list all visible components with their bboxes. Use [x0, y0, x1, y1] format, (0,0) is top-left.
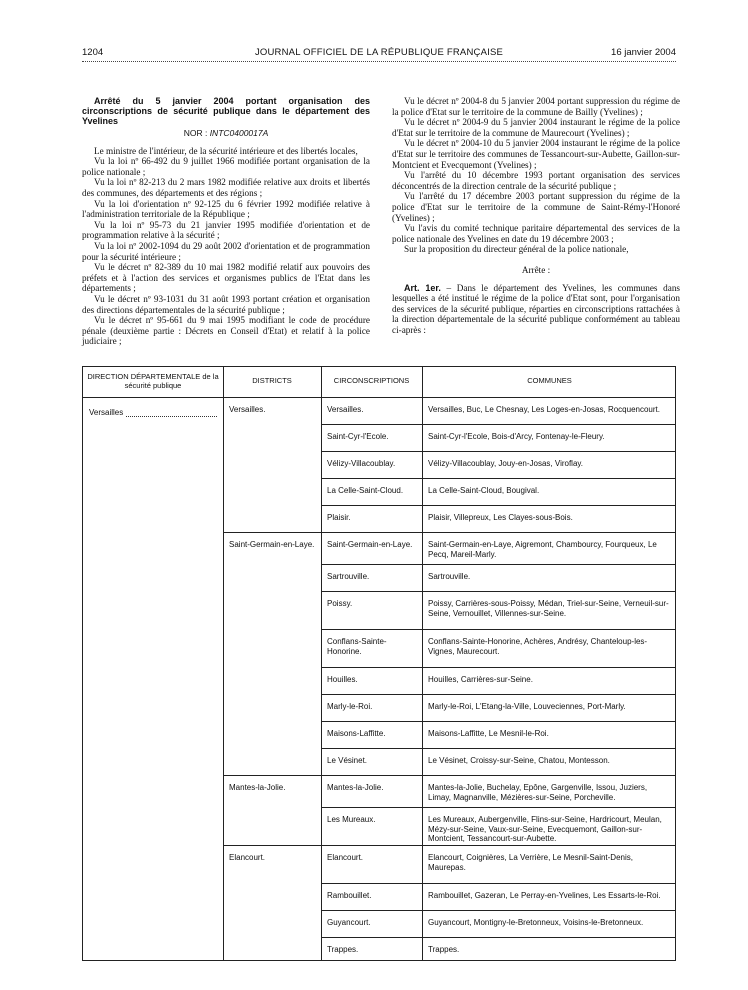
paragraph: Vu l'arrêté du 10 décembre 1993 portant organisation des services déconcentrés de la direction centrale de la sécurité publique ; — [392, 170, 680, 191]
communes-cell: Saint-Cyr-l'Ecole, Bois-d'Arcy, Fontenay-le-Fleury. — [428, 432, 605, 441]
circonscription-cell: Les Mureaux. — [327, 815, 376, 824]
communes-cell: Plaisir, Villepreux, Les Clayes-sous-Bois. — [428, 513, 573, 522]
communes-cell: Mantes-la-Jolie, Buchelay, Epône, Gargenville, Issou, Juziers, Limay, Magnanville, Mézières-sur-Seine, Porcheville. — [428, 783, 648, 802]
row-rule — [321, 505, 675, 506]
communes-cell: Trappes. — [428, 945, 460, 954]
direction-leader-dots — [89, 408, 217, 417]
header-circonscriptions: CIRCONSCRIPTIONS — [333, 376, 410, 385]
paragraph: Vu l'arrêté du 17 décembre 2003 portant suppression du régime de la police d'Etat sur le territoire de la commune de Saint-Rémy-l'Honoré (Yvelines) ; — [392, 191, 680, 223]
row-rule — [321, 451, 675, 452]
row-rule — [321, 845, 675, 846]
district-rule — [223, 845, 321, 846]
communes-cell: Maisons-Laffitte, Le Mesnil-le-Roi. — [428, 729, 549, 738]
paragraph: Vu le décret nº 82-389 du 10 mai 1982 modifié relatif aux pouvoirs des préfets et à l'action des services et organismes publics de l'Etat dans les départements ; — [82, 262, 370, 294]
row-rule — [321, 424, 675, 425]
table-header-rule — [83, 397, 675, 398]
row-rule — [321, 667, 675, 668]
communes-cell: Houilles, Carrières-sur-Seine. — [428, 675, 533, 684]
circonscription-cell: Poissy. — [327, 599, 353, 608]
district-cell: Saint-Germain-en-Laye. — [229, 540, 315, 549]
communes-cell: Poissy, Carrières-sous-Poissy, Médan, Triel-sur-Seine, Verneuil-sur-Seine, Vernouillet, Villennes-sur-Seine. — [428, 599, 669, 618]
header-direction: DIRECTION DÉPARTEMENTALE de la sécurité publique — [87, 372, 219, 390]
arrete-heading: Arrête : — [521, 264, 551, 275]
circonscription-cell: Trappes. — [327, 945, 359, 954]
right-paragraphs — [392, 96, 680, 255]
article-label: Art. 1er. — [404, 282, 441, 293]
paragraph: Vu la loi nº 95-73 du 21 janvier 1995 modifiée d'orientation et de programmation relative à la sécurité ; — [82, 219, 370, 241]
circonscription-cell: Houilles. — [327, 675, 358, 684]
journal-title: JOURNAL OFFICIEL DE LA RÉPUBLIQUE FRANÇAISE — [254, 47, 504, 58]
table-divider — [223, 367, 224, 960]
circonscription-cell: Mantes-la-Jolie. — [327, 783, 384, 792]
circonscriptions-table — [82, 366, 676, 961]
page-number: 1204 — [82, 47, 104, 58]
communes-cell: Sartrouville. — [428, 572, 471, 581]
row-rule — [321, 591, 675, 592]
paragraph: Vu la loi nº 82-213 du 2 mars 1982 modifiée relative aux droits et libertés des communes, des départements et des régions ; — [82, 177, 370, 198]
district-cell: Versailles. — [229, 405, 266, 414]
circonscription-cell: Le Vésinet. — [327, 756, 368, 765]
row-rule — [321, 910, 675, 911]
nor-reference — [82, 128, 370, 139]
row-rule — [321, 478, 675, 479]
district-rule — [223, 532, 321, 533]
circonscription-cell: Conflans-Sainte-Honorine. — [327, 637, 387, 656]
communes-cell: Vélizy-Villacoublay, Jouy-en-Josas, Viroflay. — [428, 459, 584, 468]
article-1 — [392, 283, 680, 336]
header-rule — [82, 61, 676, 62]
left-paragraphs — [82, 146, 370, 347]
row-rule — [321, 629, 675, 630]
communes-cell: Le Vésinet, Croissy-sur-Seine, Chatou, Montesson. — [428, 756, 610, 765]
row-rule — [321, 564, 675, 565]
circonscription-cell: Sartrouville. — [327, 572, 370, 581]
communes-cell: Les Mureaux, Aubergenville, Flins-sur-Seine, Hardricourt, Meulan, Mézy-sur-Seine, Vaux-sur-Seine, Evecquemont, Gaillon-sur-Montcient, Tessancourt-sur-Aubette. — [428, 815, 662, 843]
circonscription-cell: Vélizy-Villacoublay. — [327, 459, 396, 468]
nor-code: INTC0400017A — [209, 128, 269, 138]
circonscription-cell: Rambouillet. — [327, 891, 372, 900]
paragraph: Vu le décret nº 2004-10 du 5 janvier 2004 instaurant le régime de la police d'Etat sur le territoire des communes de Tessancourt-sur-Aubette, Gaillon-sur-Montcient et Evecquemont (Yvelines) ; — [392, 138, 680, 170]
row-rule — [321, 721, 675, 722]
row-rule — [321, 937, 675, 938]
communes-cell: Versailles, Buc, Le Chesnay, Les Loges-en-Josas, Rocquencourt. — [428, 405, 660, 414]
communes-cell: La Celle-Saint-Cloud, Bougival. — [428, 486, 540, 495]
district-rule — [223, 775, 321, 776]
paragraph: Le ministre de l'intérieur, de la sécurité intérieure et des libertés locales, — [94, 145, 358, 156]
circonscription-cell: Versailles. — [327, 405, 364, 414]
paragraph: Sur la proposition du directeur général de la police nationale, — [404, 244, 629, 255]
communes-cell: Guyancourt, Montigny-le-Bretonneux, Voisins-le-Bretonneux. — [428, 918, 644, 927]
communes-cell: Conflans-Sainte-Honorine, Achères, Andrésy, Chanteloup-les-Vignes, Maurecourt. — [428, 637, 648, 656]
row-rule — [321, 748, 675, 749]
paragraph: Vu la loi d'orientation nº 92-125 du 6 février 1992 modifiée relative à l'administration territoriale de la République ; — [82, 198, 370, 220]
communes-cell: Marly-le-Roi, L'Etang-la-Ville, Louveciennes, Port-Marly. — [428, 702, 626, 711]
circonscription-cell: Marly-le-Roi. — [327, 702, 373, 711]
decree-title: Arrêté du 5 janvier 2004 portant organisation des circonscriptions de sécurité publique dans le département des Yvelines — [82, 96, 370, 126]
row-rule — [321, 694, 675, 695]
nor-label: NOR : — [183, 128, 210, 138]
right-column — [392, 96, 680, 335]
circonscription-cell: Elancourt. — [327, 853, 364, 862]
communes-cell: Elancourt, Coignières, La Verrière, Le Mesnil-Saint-Denis, Maurepas. — [428, 853, 633, 872]
communes-cell: Rambouillet, Gazeran, Le Perray-en-Yvelines, Les Essarts-le-Roi. — [428, 891, 661, 900]
paragraph: Vu le décret nº 95-661 du 9 mai 1995 modifiant le code de procédure pénale (deuxième partie : Décrets en Conseil d'Etat) et relatif à la police judiciaire ; — [82, 315, 370, 347]
paragraph: Vu le décret nº 2004-9 du 5 janvier 2004 instaurant le régime de la police d'Etat sur le territoire de la commune de Maurecourt (Yvelines) ; — [392, 117, 680, 138]
row-rule — [321, 883, 675, 884]
article-text: – Dans le département des Yvelines, les communes dans lesquelles a été institué le régime de la police d'Etat sont, pour l'organisation des services de la sécurité publique, réparties en circonscriptions rattachées à la direction départementale de la sécurité publique conformément au tableau ci-après : — [392, 282, 680, 335]
district-cell: Elancourt. — [229, 853, 266, 862]
row-rule — [321, 807, 675, 808]
paragraph: Vu l'avis du comité technique paritaire départemental des services de la police nationale des Yvelines en date du 19 décembre 2003 ; — [392, 223, 680, 244]
row-rule — [321, 775, 675, 776]
row-rule — [321, 532, 675, 533]
circonscription-cell: Maisons-Laffitte. — [327, 729, 386, 738]
table-divider — [321, 367, 322, 960]
paragraph: Vu la loi nº 66-492 du 9 juillet 1966 modifiée portant organisation de la police nationale ; — [82, 156, 370, 177]
left-column — [82, 96, 370, 347]
district-cell: Mantes-la-Jolie. — [229, 783, 286, 792]
circonscription-cell: Saint-Germain-en-Laye. — [327, 540, 413, 549]
direction-cell: Versailles — [89, 408, 124, 417]
header-communes: COMMUNES — [527, 376, 572, 385]
paragraph: Vu le décret nº 93-1031 du 31 août 1993 portant création et organisation des directions départementales de la sécurité publique ; — [82, 293, 370, 315]
circonscription-cell: Saint-Cyr-l'Ecole. — [327, 432, 389, 441]
paragraph: Vu le décret nº 2004-8 du 5 janvier 2004 portant suppression du régime de la police d'Etat sur le territoire de la commune de Bailly (Yvelines) ; — [392, 96, 680, 117]
header-districts: DISTRICTS — [252, 376, 292, 385]
issue-date: 16 janvier 2004 — [611, 47, 676, 58]
circonscription-cell: Guyancourt. — [327, 918, 371, 927]
circonscription-cell: Plaisir. — [327, 513, 351, 522]
circonscription-cell: La Celle-Saint-Cloud. — [327, 486, 404, 495]
paragraph: Vu la loi nº 2002-1094 du 29 août 2002 d'orientation et de programmation pour la sécurité intérieure ; — [82, 240, 370, 262]
communes-cell: Saint-Germain-en-Laye, Aigremont, Chambourcy, Fourqueux, Le Pecq, Mareil-Marly. — [428, 540, 657, 559]
table-divider — [422, 367, 423, 960]
